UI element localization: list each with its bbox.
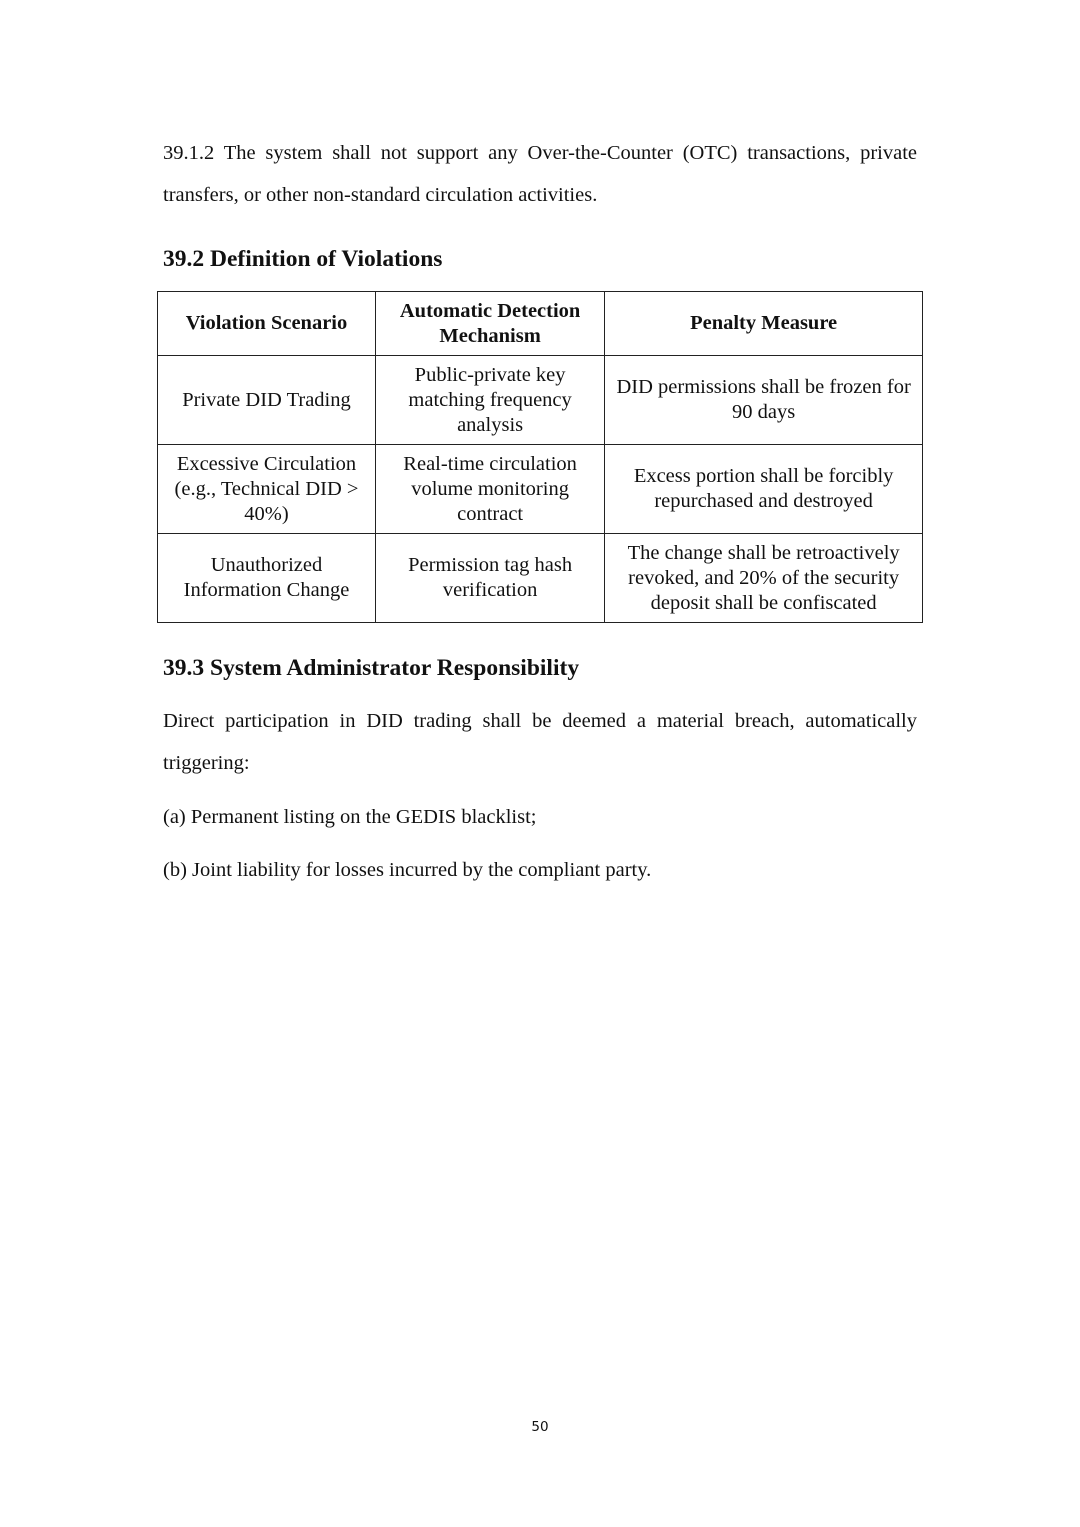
violations-table: [157, 291, 923, 623]
list-item: (b) Joint liability for losses incurred by the compliant party.: [163, 859, 652, 881]
cell-penalty-measure: The change shall be retroactively revoked, and 20% of the security deposit shall be confiscated: [605, 534, 923, 623]
cell-detection-mechanism: Permission tag hash verification: [375, 534, 604, 623]
cell-detection-mechanism: Public-private key matching frequency analysis: [375, 356, 604, 445]
header-violation-scenario: Violation Scenario: [158, 292, 376, 356]
page-number: 50: [531, 1419, 549, 1435]
header-penalty-measure: Penalty Measure: [605, 292, 923, 356]
header-detection-mechanism: Automatic Detection Mechanism: [375, 292, 604, 356]
cell-violation-scenario: Excessive Circulation (e.g., Technical DID > 40%): [158, 445, 376, 534]
list-item: (a) Permanent listing on the GEDIS blacklist;: [163, 806, 537, 828]
cell-violation-scenario: Private DID Trading: [158, 356, 376, 445]
section-heading-39-3: 39.3 System Administrator Responsibility: [163, 655, 580, 681]
cell-penalty-measure: DID permissions shall be frozen for 90 days: [605, 356, 923, 445]
cell-violation-scenario: Unauthorized Information Change: [158, 534, 376, 623]
clause-39-1-2: 39.1.2 The system shall not support any Over-the-Counter (OTC) transactions, private transfers, or other non-standard circulation activities.: [163, 142, 917, 206]
responsibility-intro: Direct participation in DID trading shall be deemed a material breach, automatically triggering:: [163, 710, 917, 774]
cell-detection-mechanism: Real-time circulation volume monitoring contract: [375, 445, 604, 534]
table-row: [158, 534, 923, 623]
section-heading-39-2: 39.2 Definition of Violations: [163, 246, 443, 272]
table-row: [158, 445, 923, 534]
table-row: [158, 356, 923, 445]
cell-penalty-measure: Excess portion shall be forcibly repurchased and destroyed: [605, 445, 923, 534]
table-header-row: [158, 292, 923, 356]
